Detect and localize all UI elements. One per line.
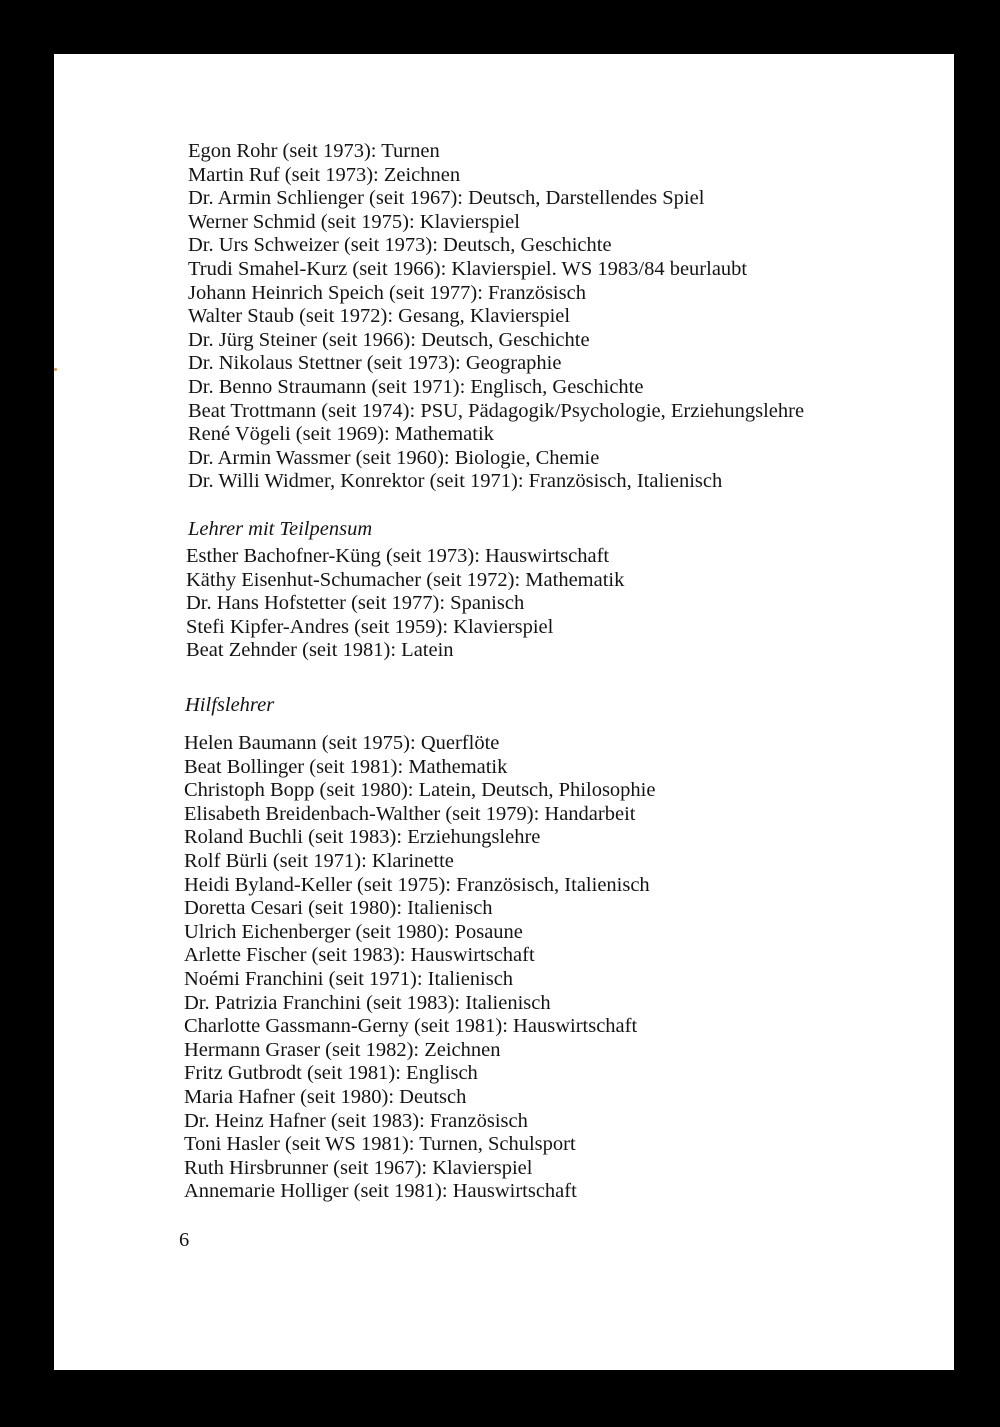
list-item: Helen Baumann (seit 1975): Querflöte <box>184 732 500 754</box>
list-item: Maria Hafner (seit 1980): Deutsch <box>184 1085 467 1108</box>
list-item: Johann Heinrich Speich (seit 1977): Französisch <box>188 281 586 304</box>
staff-list-hilfslehrer <box>184 732 655 1204</box>
list-item: Doretta Cesari (seit 1980): Italienisch <box>184 897 493 920</box>
list-item: Rolf Bürli (seit 1971): Klarinette <box>184 849 454 872</box>
staff-list-main <box>188 140 804 494</box>
list-item: Dr. Benno Straumann (seit 1971): Englisch, Geschichte <box>188 375 644 398</box>
list-item: Dr. Armin Schlienger (seit 1967): Deutsch, Darstellendes Spiel <box>188 187 705 210</box>
page-number: 6 <box>179 1229 190 1251</box>
list-item: Dr. Heinz Hafner (seit 1983): Französisch <box>184 1109 528 1132</box>
list-item: René Vögeli (seit 1969): Mathematik <box>188 423 494 446</box>
list-item: Charlotte Gassmann-Gerny (seit 1981): Hauswirtschaft <box>184 1015 638 1038</box>
list-item: Walter Staub (seit 1972): Gesang, Klavierspiel <box>188 305 571 328</box>
list-item: Martin Ruf (seit 1973): Zeichnen <box>188 163 461 186</box>
section-heading-hilfslehrer: Hilfslehrer <box>185 694 275 716</box>
list-item: Elisabeth Breidenbach-Walther (seit 1979): Handarbeit <box>184 802 636 825</box>
section-heading-teilpensum: Lehrer mit Teilpensum <box>188 518 373 540</box>
list-item: Dr. Patrizia Franchini (seit 1983): Italienisch <box>184 991 551 1014</box>
list-item: Roland Buchli (seit 1983): Erziehungslehre <box>184 826 541 849</box>
staff-list-teilpensum <box>186 545 624 663</box>
list-item: Ruth Hirsbrunner (seit 1967): Klavierspiel <box>184 1156 533 1179</box>
list-item: Esther Bachofner-Küng (seit 1973): Hauswirtschaft <box>186 545 610 567</box>
list-item: Dr. Urs Schweizer (seit 1973): Deutsch, Geschichte <box>188 234 612 257</box>
list-item: Heidi Byland-Keller (seit 1975): Französisch, Italienisch <box>184 873 650 896</box>
list-item: Arlette Fischer (seit 1983): Hauswirtschaft <box>184 944 535 967</box>
list-item: Toni Hasler (seit WS 1981): Turnen, Schulsport <box>184 1133 576 1156</box>
list-item: Beat Bollinger (seit 1981): Mathematik <box>184 755 508 778</box>
list-item: Fritz Gutbrodt (seit 1981): Englisch <box>184 1062 478 1085</box>
list-item: Egon Rohr (seit 1973): Turnen <box>188 140 440 162</box>
list-item: Noémi Franchini (seit 1971): Italienisch <box>184 967 514 990</box>
list-item: Dr. Armin Wassmer (seit 1960): Biologie, Chemie <box>188 446 600 469</box>
list-item: Christoph Bopp (seit 1980): Latein, Deutsch, Philosophie <box>184 779 656 802</box>
scan-speck <box>54 368 57 371</box>
list-item: Werner Schmid (seit 1975): Klavierspiel <box>188 210 520 233</box>
list-item: Beat Zehnder (seit 1981): Latein <box>186 639 454 662</box>
list-item: Dr. Willi Widmer, Konrektor (seit 1971): Französisch, Italienisch <box>188 470 723 493</box>
list-item: Beat Trottmann (seit 1974): PSU, Pädagogik/Psychologie, Erziehungslehre <box>188 399 805 422</box>
list-item: Stefi Kipfer-Andres (seit 1959): Klavierspiel <box>186 615 554 638</box>
list-item: Käthy Eisenhut-Schumacher (seit 1972): Mathematik <box>186 568 625 591</box>
list-item: Dr. Jürg Steiner (seit 1966): Deutsch, Geschichte <box>188 328 590 351</box>
list-item: Annemarie Holliger (seit 1981): Hauswirtschaft <box>184 1180 577 1203</box>
document-page <box>54 54 954 1370</box>
list-item: Hermann Graser (seit 1982): Zeichnen <box>184 1038 501 1061</box>
list-item: Ulrich Eichenberger (seit 1980): Posaune <box>184 920 523 943</box>
list-item: Trudi Smahel-Kurz (seit 1966): Klavierspiel. WS 1983/84 beurlaubt <box>188 257 748 280</box>
list-item: Dr. Nikolaus Stettner (seit 1973): Geographie <box>188 352 562 375</box>
list-item: Dr. Hans Hofstetter (seit 1977): Spanisch <box>186 592 525 615</box>
